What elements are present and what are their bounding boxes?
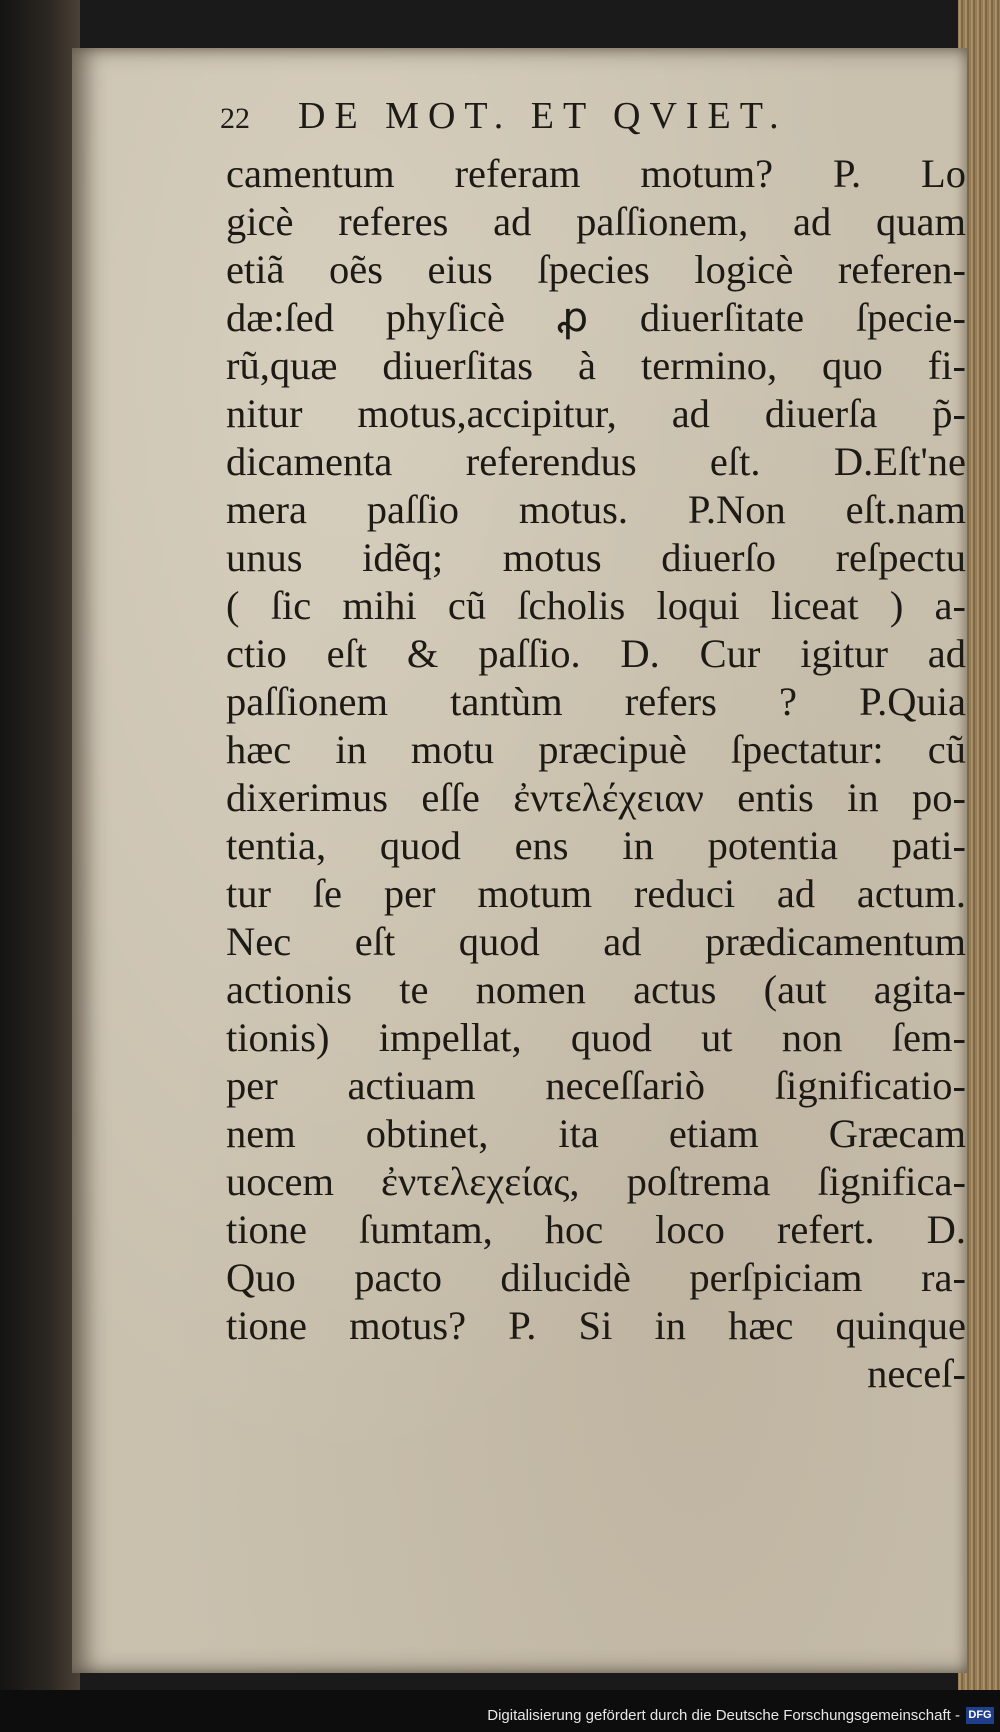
text-line: nitur motus,accipitur, ad diuerſa p̃- — [226, 391, 966, 436]
running-head — [220, 94, 840, 150]
text-line: tur ſe per motum reduci ad actum. — [226, 871, 966, 916]
text-line: unus idẽq; motus diuerſo reſpectu — [226, 535, 966, 580]
text-line: tione ſumtam, hoc loco refert. D. — [226, 1207, 966, 1252]
body-text — [226, 150, 966, 1398]
text-line: dixerimus eſſe ἐντελέχειαν entis in po- — [226, 775, 966, 820]
funding-credit: Digitalisierung gefördert durch die Deutsche Forschungsgemeinschaft - — [487, 1707, 960, 1724]
digitization-footer — [0, 1690, 1000, 1732]
text-line: tentia, quod ens in potentia pati- — [226, 823, 966, 868]
dfg-logo: DFG — [966, 1707, 994, 1724]
text-line: nem obtinet, ita etiam Græcam — [226, 1111, 966, 1156]
text-line: hæc in motu præcipuè ſpectatur: cũ — [226, 727, 966, 772]
text-line: per actiuam neceſſariò ſignificatio- — [226, 1063, 966, 1108]
text-line: paſſionem tantùm refers ? P.Quia — [226, 679, 966, 724]
text-line: mera paſſio motus. P.Non eſt.nam — [226, 487, 966, 532]
text-line: camentum referam motum? P. Lo — [226, 151, 966, 196]
running-head-title: DE MOT. ET QVIET. — [298, 95, 788, 137]
page-number: 22 — [220, 102, 250, 135]
text-line: uocem ἐντελεχείας, poſtrema ſignifica- — [226, 1159, 966, 1204]
catchword: neceſ- — [867, 1351, 966, 1396]
text-line: tionis) impellat, quod ut non ſem- — [226, 1015, 966, 1060]
text-line: Quo pacto dilucidè perſpiciam ra- — [226, 1255, 966, 1300]
text-line: etiã oẽs eius ſpecies logicè referen- — [226, 247, 966, 292]
text-line: ctio eſt & paſſio. D. Cur igitur ad — [226, 631, 966, 676]
book-spine-shadow — [0, 0, 80, 1690]
text-line: Nec eſt quod ad prædicamentum — [226, 919, 966, 964]
text-line: rũ,quæ diuerſitas à termino, quo fi- — [226, 343, 966, 388]
text-line: actionis te nomen actus (aut agita- — [226, 967, 966, 1012]
text-line: tione motus? P. Si in hæc quinque — [226, 1303, 966, 1348]
text-line: ( ſic mihi cũ ſcholis loqui liceat ) a- — [226, 583, 966, 628]
text-line: dicamenta referendus eſt. D.Eſt'ne — [226, 439, 966, 484]
text-line: dæ:ſed phyſicè ꝓ diuerſitate ſpecie- — [226, 295, 966, 340]
text-line: gicè referes ad paſſionem, ad quam — [226, 199, 966, 244]
